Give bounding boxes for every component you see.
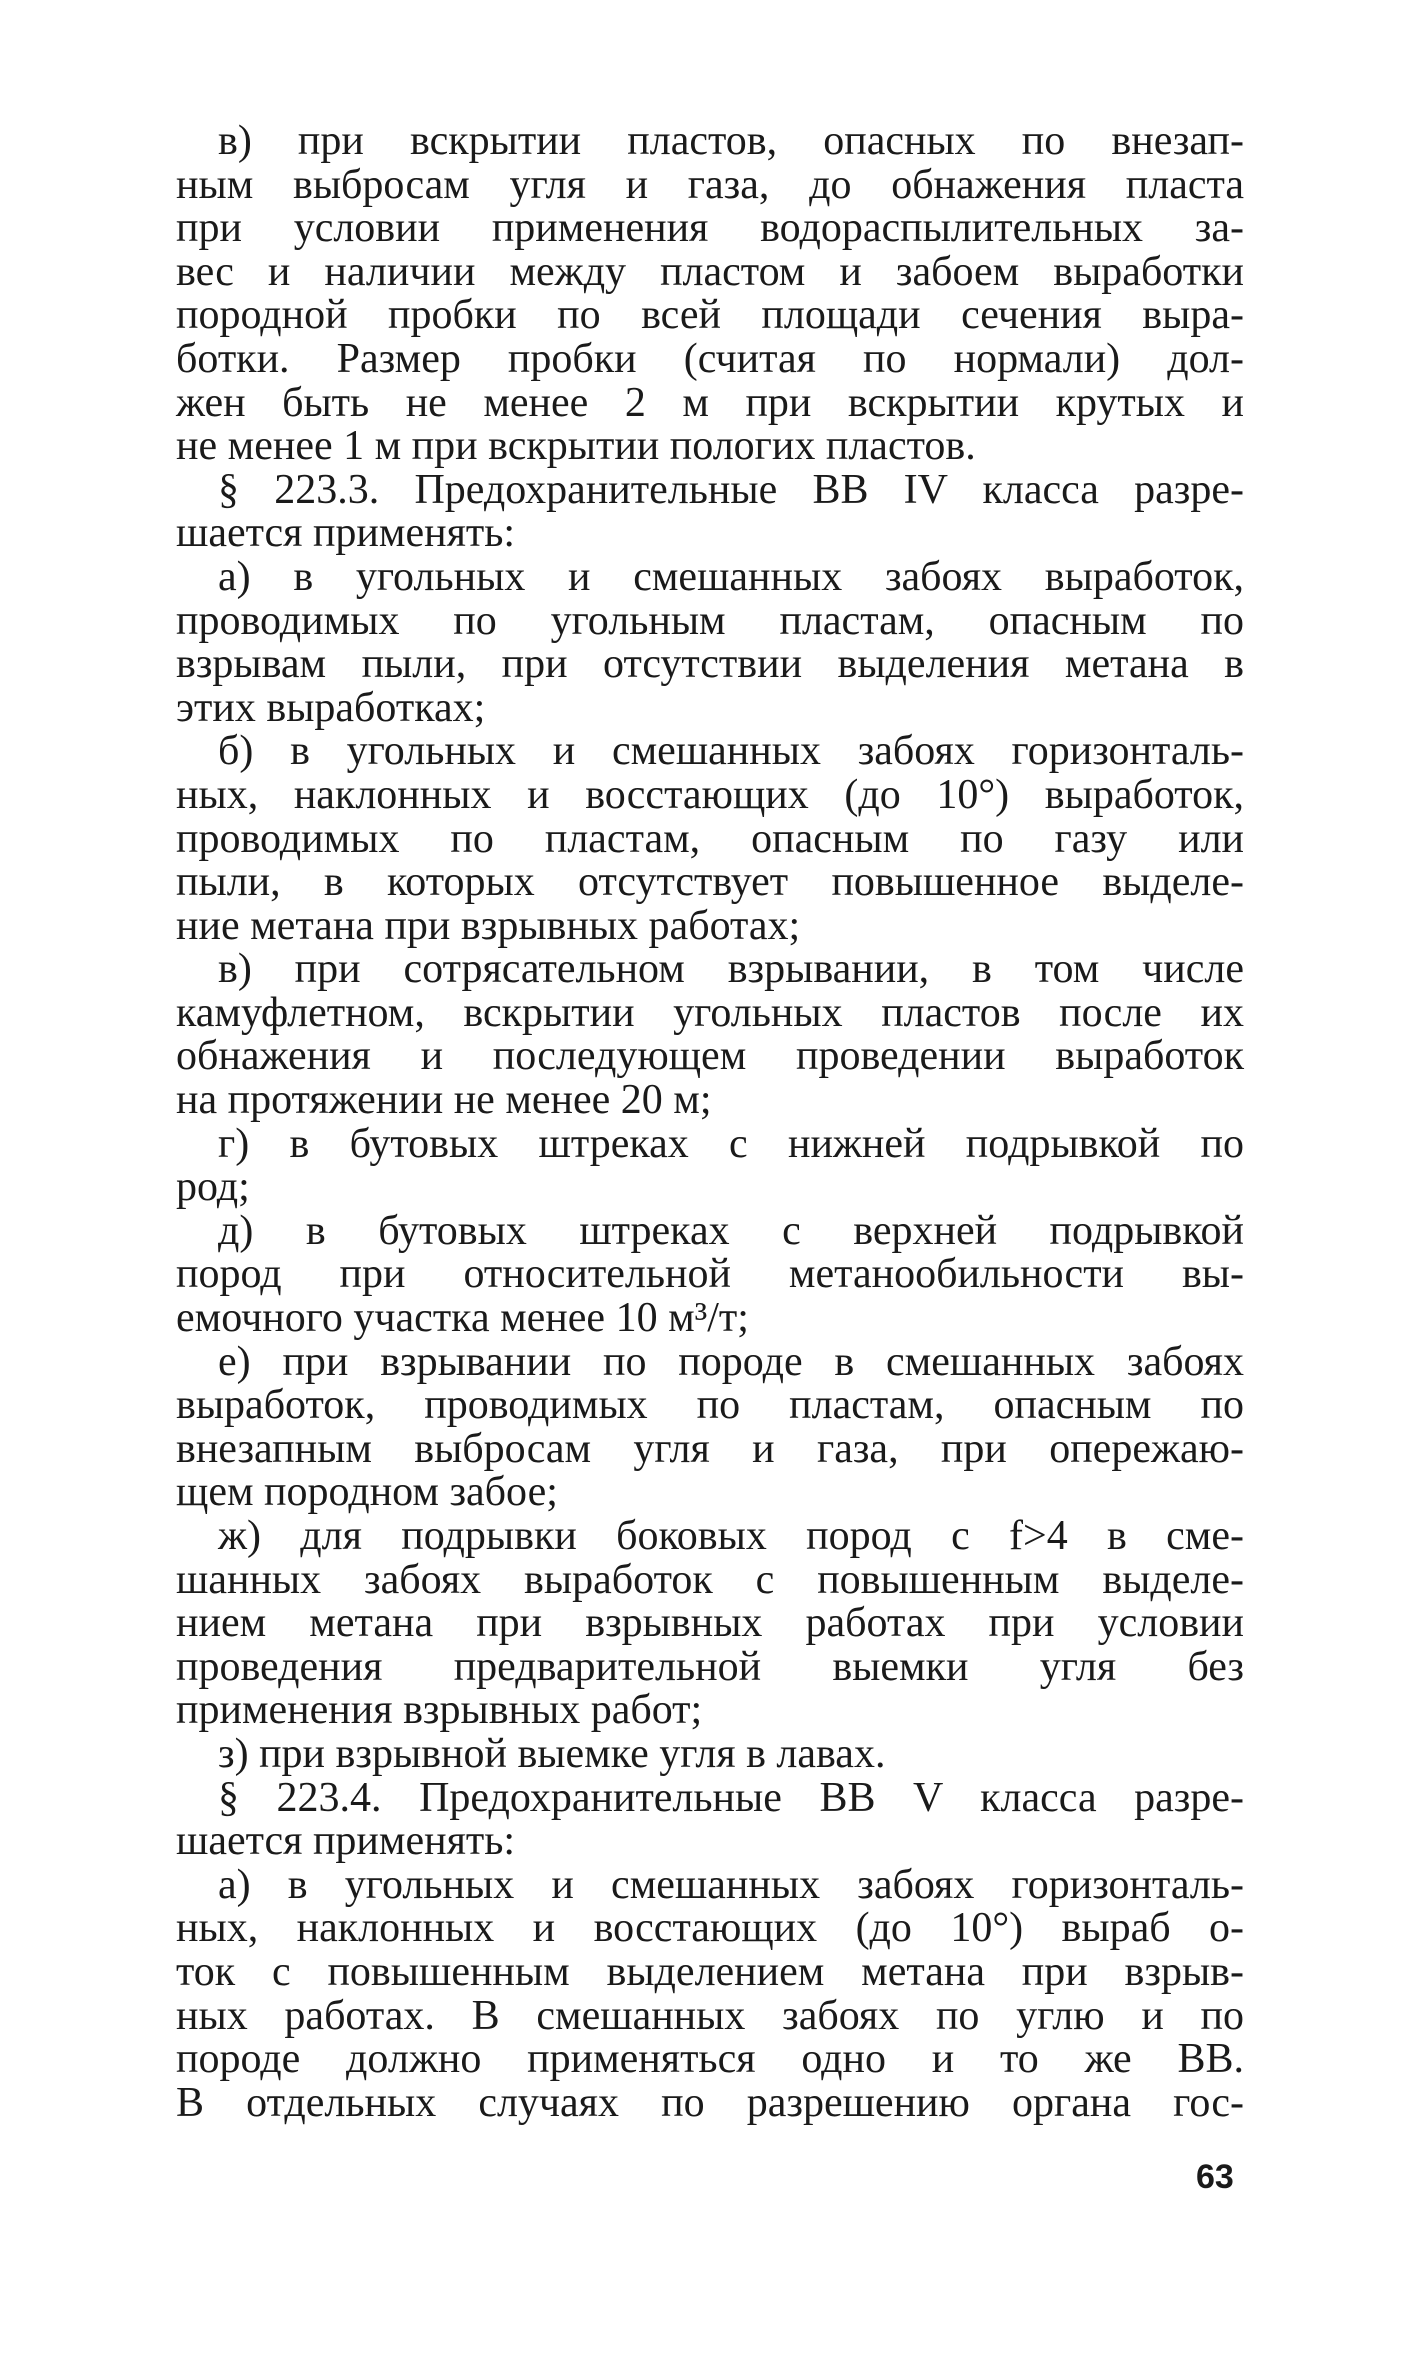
text-line: г) в бутовых штреках с нижней подрывкой по (218, 1120, 1244, 1167)
text-line: з) при взрывной выемке угля в лавах. (218, 1730, 886, 1777)
text-line: обнажения и последующем проведении выработок (176, 1033, 1244, 1080)
text-line: взрывам пыли, при отсутствии выделения метана в (176, 641, 1244, 688)
text-line: породной пробки по всей площади сечения выра- (176, 292, 1244, 339)
text-line: б) в угольных и смешанных забоях горизонталь- (218, 728, 1244, 775)
text-line: щем породном забое; (176, 1469, 558, 1516)
text-line: этих выработках; (176, 684, 486, 731)
text-line: род; (176, 1164, 250, 1211)
text-line: в) при вскрытии пластов, опасных по внезап- (218, 118, 1244, 164)
text-line: выработок, проводимых по пластам, опасным по (176, 1382, 1244, 1429)
text-line: ным выбросам угля и газа, до обнажения пласта (176, 161, 1244, 208)
text-line: емочного участка менее 10 м³/т; (176, 1295, 749, 1342)
text-line: шанных забоях выработок с повышенным выделе- (176, 1556, 1244, 1603)
text-line: проведения предварительной выемки угля без (176, 1643, 1244, 1690)
text-line: применения взрывных работ; (176, 1687, 703, 1734)
text-line: на протяжении не менее 20 м; (176, 1077, 712, 1124)
text-line: проводимых по угольным пластам, опасным по (176, 597, 1244, 644)
text-line: внезапным выбросам угля и газа, при опережаю- (176, 1425, 1244, 1472)
text-line: шается применять: (176, 510, 516, 557)
text-line: пород при относительной метанообильности вы- (176, 1251, 1244, 1298)
text-line: ных работах. В смешанных забоях по углю и по (176, 1992, 1244, 2039)
text-line: § 223.4. Предохранительные ВВ V класса разре- (218, 1774, 1244, 1821)
text-line: ние метана при взрывных работах; (176, 902, 801, 949)
text-line: ных, наклонных и восстающих (до 10°) выработок, (176, 771, 1244, 818)
text-line: вес и наличии между пластом и забоем выработки (176, 248, 1244, 295)
text-line: породе должно применяться одно и то же ВВ. (176, 2036, 1244, 2083)
text-line: пыли, в которых отсутствует повышенное выделе- (176, 859, 1244, 906)
text-line: в) при сотрясательном взрывании, в том числе (218, 946, 1244, 993)
text-line: а) в угольных и смешанных забоях горизонталь- (218, 1861, 1244, 1908)
text-line: е) при взрывании по породе в смешанных забоях (218, 1338, 1244, 1385)
text-line: ж) для подрывки боковых пород с f>4 в сме- (218, 1513, 1244, 1559)
text-line: нием метана при взрывных работах при условии (176, 1600, 1244, 1647)
text-line: В отдельных случаях по разрешению органа гос- (176, 2079, 1244, 2126)
text-line: шается применять: (176, 1818, 516, 1865)
text-line: ных, наклонных и восстающих (до 10°) выраб о- (176, 1905, 1244, 1952)
text-line: при условии применения водораспылительных за- (176, 205, 1244, 252)
page-number: 63 (1196, 2158, 1234, 2196)
text-line: а) в угольных и смешанных забоях выработок, (218, 553, 1244, 600)
text-line: жен быть не менее 2 м при вскрытии крутых и (176, 379, 1244, 426)
text-line: д) в бутовых штреках с верхней подрывкой (218, 1207, 1244, 1254)
text-line: проводимых по пластам, опасным по газу или (176, 815, 1244, 862)
body-text (176, 120, 1244, 2125)
text-line: камуфлетном, вскрытии угольных пластов после их (176, 989, 1244, 1036)
text-line: § 223.3. Предохранительные ВВ IV класса разре- (218, 466, 1244, 513)
text-line: ток с повышенным выделением метана при взрыв- (176, 1948, 1244, 1995)
text-line: не менее 1 м при вскрытии пологих пластов. (176, 423, 976, 470)
text-line: ботки. Размер пробки (считая по нормали) дол- (176, 335, 1244, 382)
